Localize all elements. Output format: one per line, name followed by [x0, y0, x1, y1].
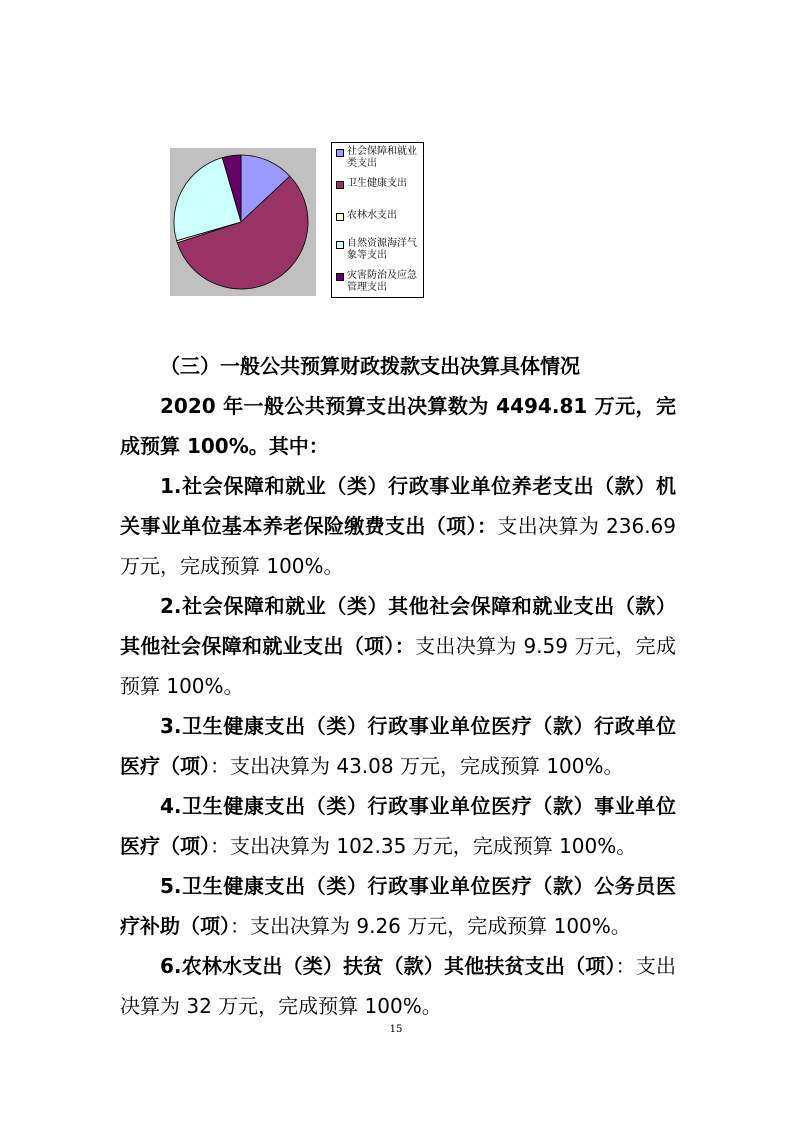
item-title: 4.卫生健康支出（类）行政事业单位医疗（款）事业单位医疗（项） — [120, 794, 676, 858]
item-paragraph-2 — [120, 586, 676, 706]
item-title: 3.卫生健康支出（类）行政事业单位医疗（款）行政单位医疗（项） — [120, 714, 676, 778]
section-heading: （三）一般公共预算财政拨款支出决算具体情况 — [160, 354, 580, 378]
pie-chart-plot-area — [170, 148, 316, 296]
document-body — [120, 346, 676, 1026]
pie-chart — [170, 148, 316, 296]
item-paragraph-3 — [120, 706, 676, 786]
item-title: 6.农林水支出（类）扶贫（款）其他扶贫支出（项） — [160, 954, 616, 978]
legend-swatch — [336, 241, 344, 249]
legend-item — [336, 270, 421, 298]
item-text: 支出决算为 236.69 万元，完成预算 100%。 — [120, 514, 676, 578]
legend-item — [336, 178, 421, 210]
item-title: 2.社会保障和就业（类）其他社会保障和就业支出（款）其他社会保障和就业支出（项）： — [120, 594, 676, 658]
legend-swatch — [336, 213, 344, 221]
legend-swatch — [336, 273, 344, 281]
item-text: 支出决算为 9.59 万元，完成预算 100%。 — [120, 634, 677, 698]
legend-swatch — [336, 149, 344, 157]
legend-label: 农林水支出 — [347, 210, 397, 221]
legend-label: 灾害防治及应急管理支出 — [347, 270, 417, 293]
item-title: 1.社会保障和就业（类）行政事业单位养老支出（款）机关事业单位基本养老保险缴费支出（项）： — [120, 474, 676, 538]
chart-legend — [331, 142, 424, 298]
item-text: ：支出决算为 43.08 万元，完成预算 100%。 — [210, 754, 624, 778]
item-text: ：支出决算为 9.26 万元，完成预算 100%。 — [230, 914, 631, 938]
item-text: ：支出决算为 102.35 万元，完成预算 100%。 — [210, 834, 637, 858]
page-number: 15 — [389, 1024, 403, 1035]
item-paragraph-5 — [120, 866, 676, 946]
legend-item — [336, 146, 421, 178]
item-paragraph-1 — [120, 466, 676, 586]
item-title: 5.卫生健康支出（类）行政事业单位医疗（款）公务员医疗补助（项） — [120, 874, 676, 938]
summary-paragraph: 2020 年一般公共预算支出决算数为 4494.81 万元，完成预算 100%。其中： — [120, 394, 676, 458]
legend-label: 自然资源海洋气象等支出 — [347, 238, 417, 261]
item-paragraph-6 — [120, 946, 676, 1026]
item-paragraph-4 — [120, 786, 676, 866]
legend-label: 社会保障和就业类支出 — [347, 146, 417, 169]
legend-swatch — [336, 181, 344, 189]
legend-item — [336, 210, 421, 238]
item-text: ：支出决算为 32 万元，完成预算 100%。 — [120, 954, 676, 1018]
legend-label: 卫生健康支出 — [347, 178, 407, 189]
legend-item — [336, 238, 421, 270]
